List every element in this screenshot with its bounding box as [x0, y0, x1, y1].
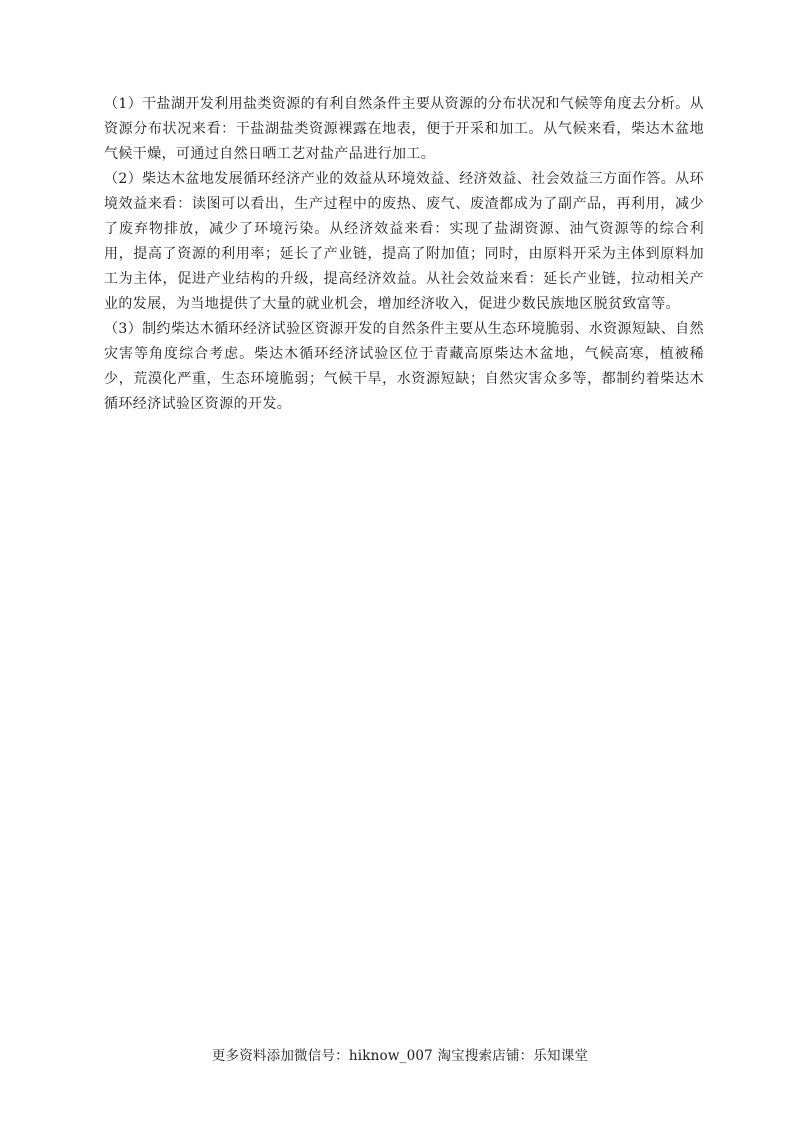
answer-paragraph-3: （3）制约柴达木循环经济试验区资源开发的自然条件主要从生态环境脆弱、水资源短缺、自然灾害等角度综合考虑。柴达木循环经济试验区位于青藏高原柴达木盆地，气候高寒，植被稀少，荒漠化严重，生态环境脆弱；气候干旱，水资源短缺；自然灾害众多等，都制约着柴达木循环经济试验区资源的开发。 — [104, 321, 704, 412]
answer-text-block — [104, 92, 704, 417]
page-footer: 更多资料添加微信号：hiknow_007 淘宝搜索店铺：乐知课堂 — [211, 1048, 589, 1064]
answer-paragraph-1: （1）干盐湖开发利用盐类资源的有利自然条件主要从资源的分布状况和气候等角度去分析。从资源分布状况来看：干盐湖盐类资源裸露在地表，便于开采和加工。从气候来看，柴达木盆地气候干燥，可通过自然日晒工艺对盐产品进行加工。 — [104, 96, 704, 162]
answer-paragraph-2: （2）柴达木盆地发展循环经济产业的效益从环境效益、经济效益、社会效益三方面作答。从环境效益来看：读图可以看出，生产过程中的废热、废气、废渣都成为了副产品，再利用，减少了废弃物排放，减少了环境污染。从经济效益来看：实现了盐湖资源、油气资源等的综合利用，提高了资源的利用率；延长了产业链，提高了附加值；同时，由原料开采为主体到原料加工为主体，促进产业结构的升级，提高经济效益。从社会效益来看：延长产业链，拉动相关产业的发展，为当地提供了大量的就业机会，增加经济收入，促进少数民族地区脱贫致富等。 — [104, 171, 704, 312]
